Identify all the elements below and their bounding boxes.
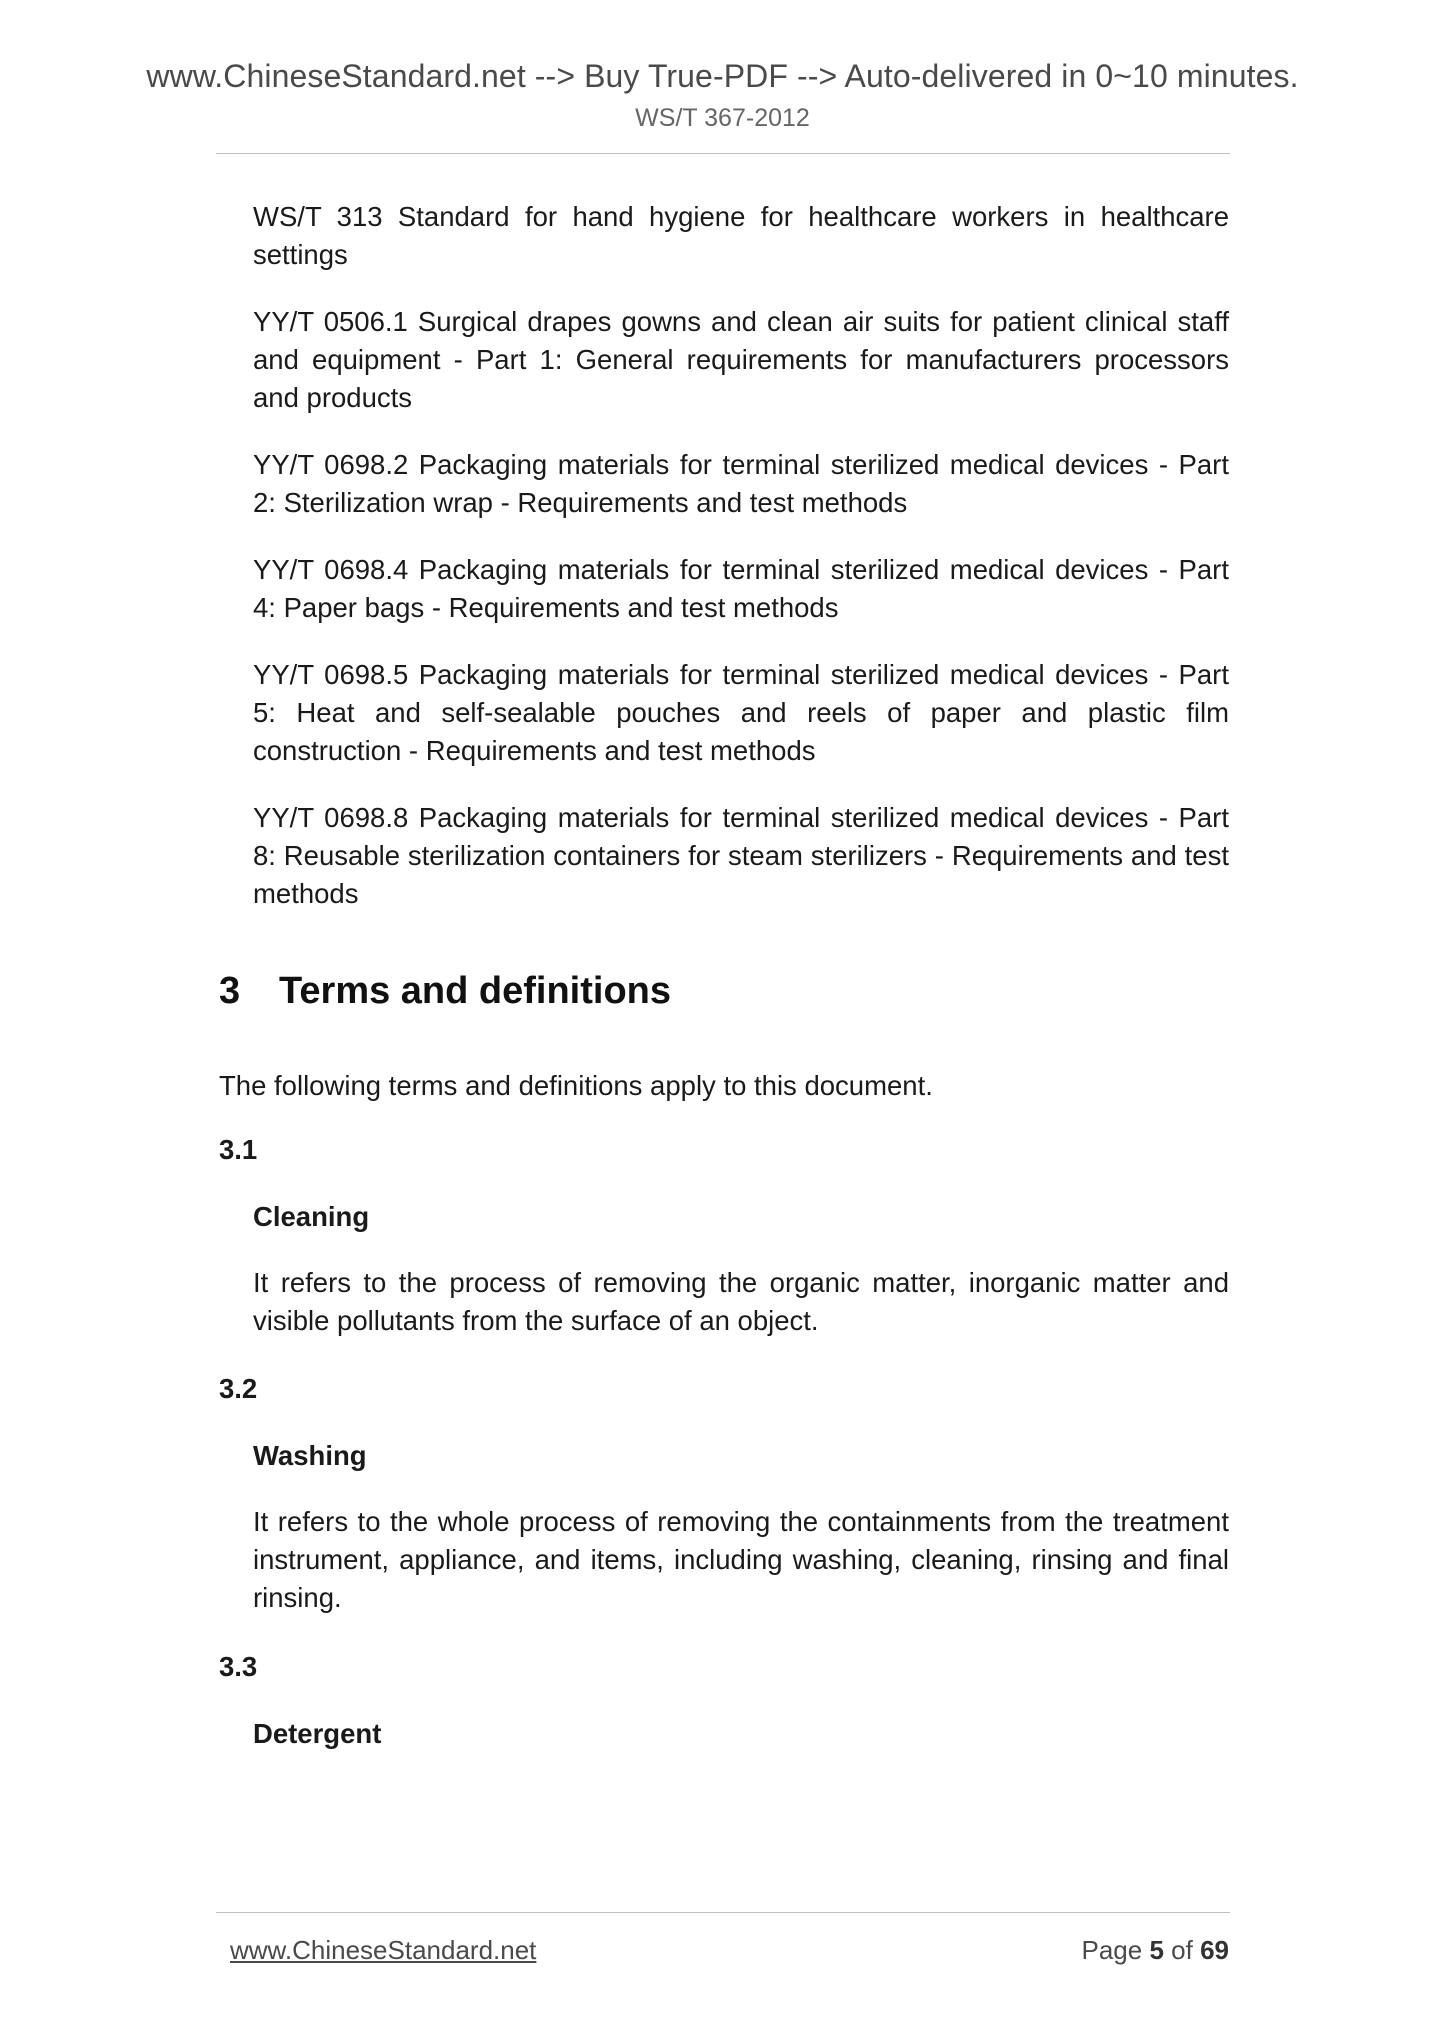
total-pages: 69	[1200, 1935, 1229, 1965]
reference-item: YY/T 0698.2 Packaging materials for terminal sterilized medical devices - Part 2: Sterilization wrap - Requirements and test methods	[253, 449, 1229, 518]
normative-references-list	[253, 198, 1229, 942]
header-banner: www.ChineseStandard.net --> Buy True-PDF --> Auto-delivered in 0~10 minutes.	[146, 58, 1299, 94]
header-divider	[216, 153, 1230, 154]
footer-website-link[interactable]: www.ChineseStandard.net	[230, 1935, 537, 1965]
reference-item: YY/T 0698.5 Packaging materials for terminal sterilized medical devices - Part 5: Heat and self-sealable pouches and reels of paper and plastic film construction - Requirements and test methods	[253, 659, 1229, 766]
reference-item: YY/T 0698.8 Packaging materials for terminal sterilized medical devices - Part 8: Reusable sterilization containers for steam sterilizers - Requirements and test methods	[253, 802, 1229, 909]
section-number: 3	[219, 970, 241, 1012]
term-number: 3.1	[219, 1134, 258, 1165]
term-name: Detergent	[253, 1718, 382, 1749]
page-indicator	[1081, 1935, 1229, 1966]
reference-item: WS/T 313 Standard for hand hygiene for healthcare workers in healthcare settings	[253, 201, 1229, 270]
section-intro: The following terms and definitions apply to this document.	[219, 1070, 933, 1101]
standard-code: WS/T 367-2012	[635, 104, 810, 132]
term-definition: It refers to the process of removing the organic matter, inorganic matter and visible pollutants from the surface of an object.	[253, 1267, 1229, 1336]
current-page: 5	[1149, 1935, 1164, 1965]
term-number: 3.2	[219, 1373, 258, 1404]
term-name: Washing	[253, 1440, 367, 1471]
term-definition: It refers to the whole process of removing the containments from the treatment instrument, appliance, and items, including washing, cleaning, rinsing and final rinsing.	[253, 1506, 1229, 1613]
reference-item: YY/T 0506.1 Surgical drapes gowns and clean air suits for patient clinical staff and equipment - Part 1: General requirements for manufacturers processors and products	[253, 306, 1229, 413]
term-name: Cleaning	[253, 1201, 370, 1232]
page-prefix: Page	[1081, 1935, 1143, 1965]
section-title: Terms and definitions	[279, 970, 672, 1012]
footer-divider	[216, 1912, 1230, 1913]
section-heading	[219, 970, 671, 1013]
reference-item: YY/T 0698.4 Packaging materials for terminal sterilized medical devices - Part 4: Paper bags - Requirements and test methods	[253, 554, 1229, 623]
page-of: of	[1171, 1935, 1193, 1965]
term-number: 3.3	[219, 1651, 258, 1682]
